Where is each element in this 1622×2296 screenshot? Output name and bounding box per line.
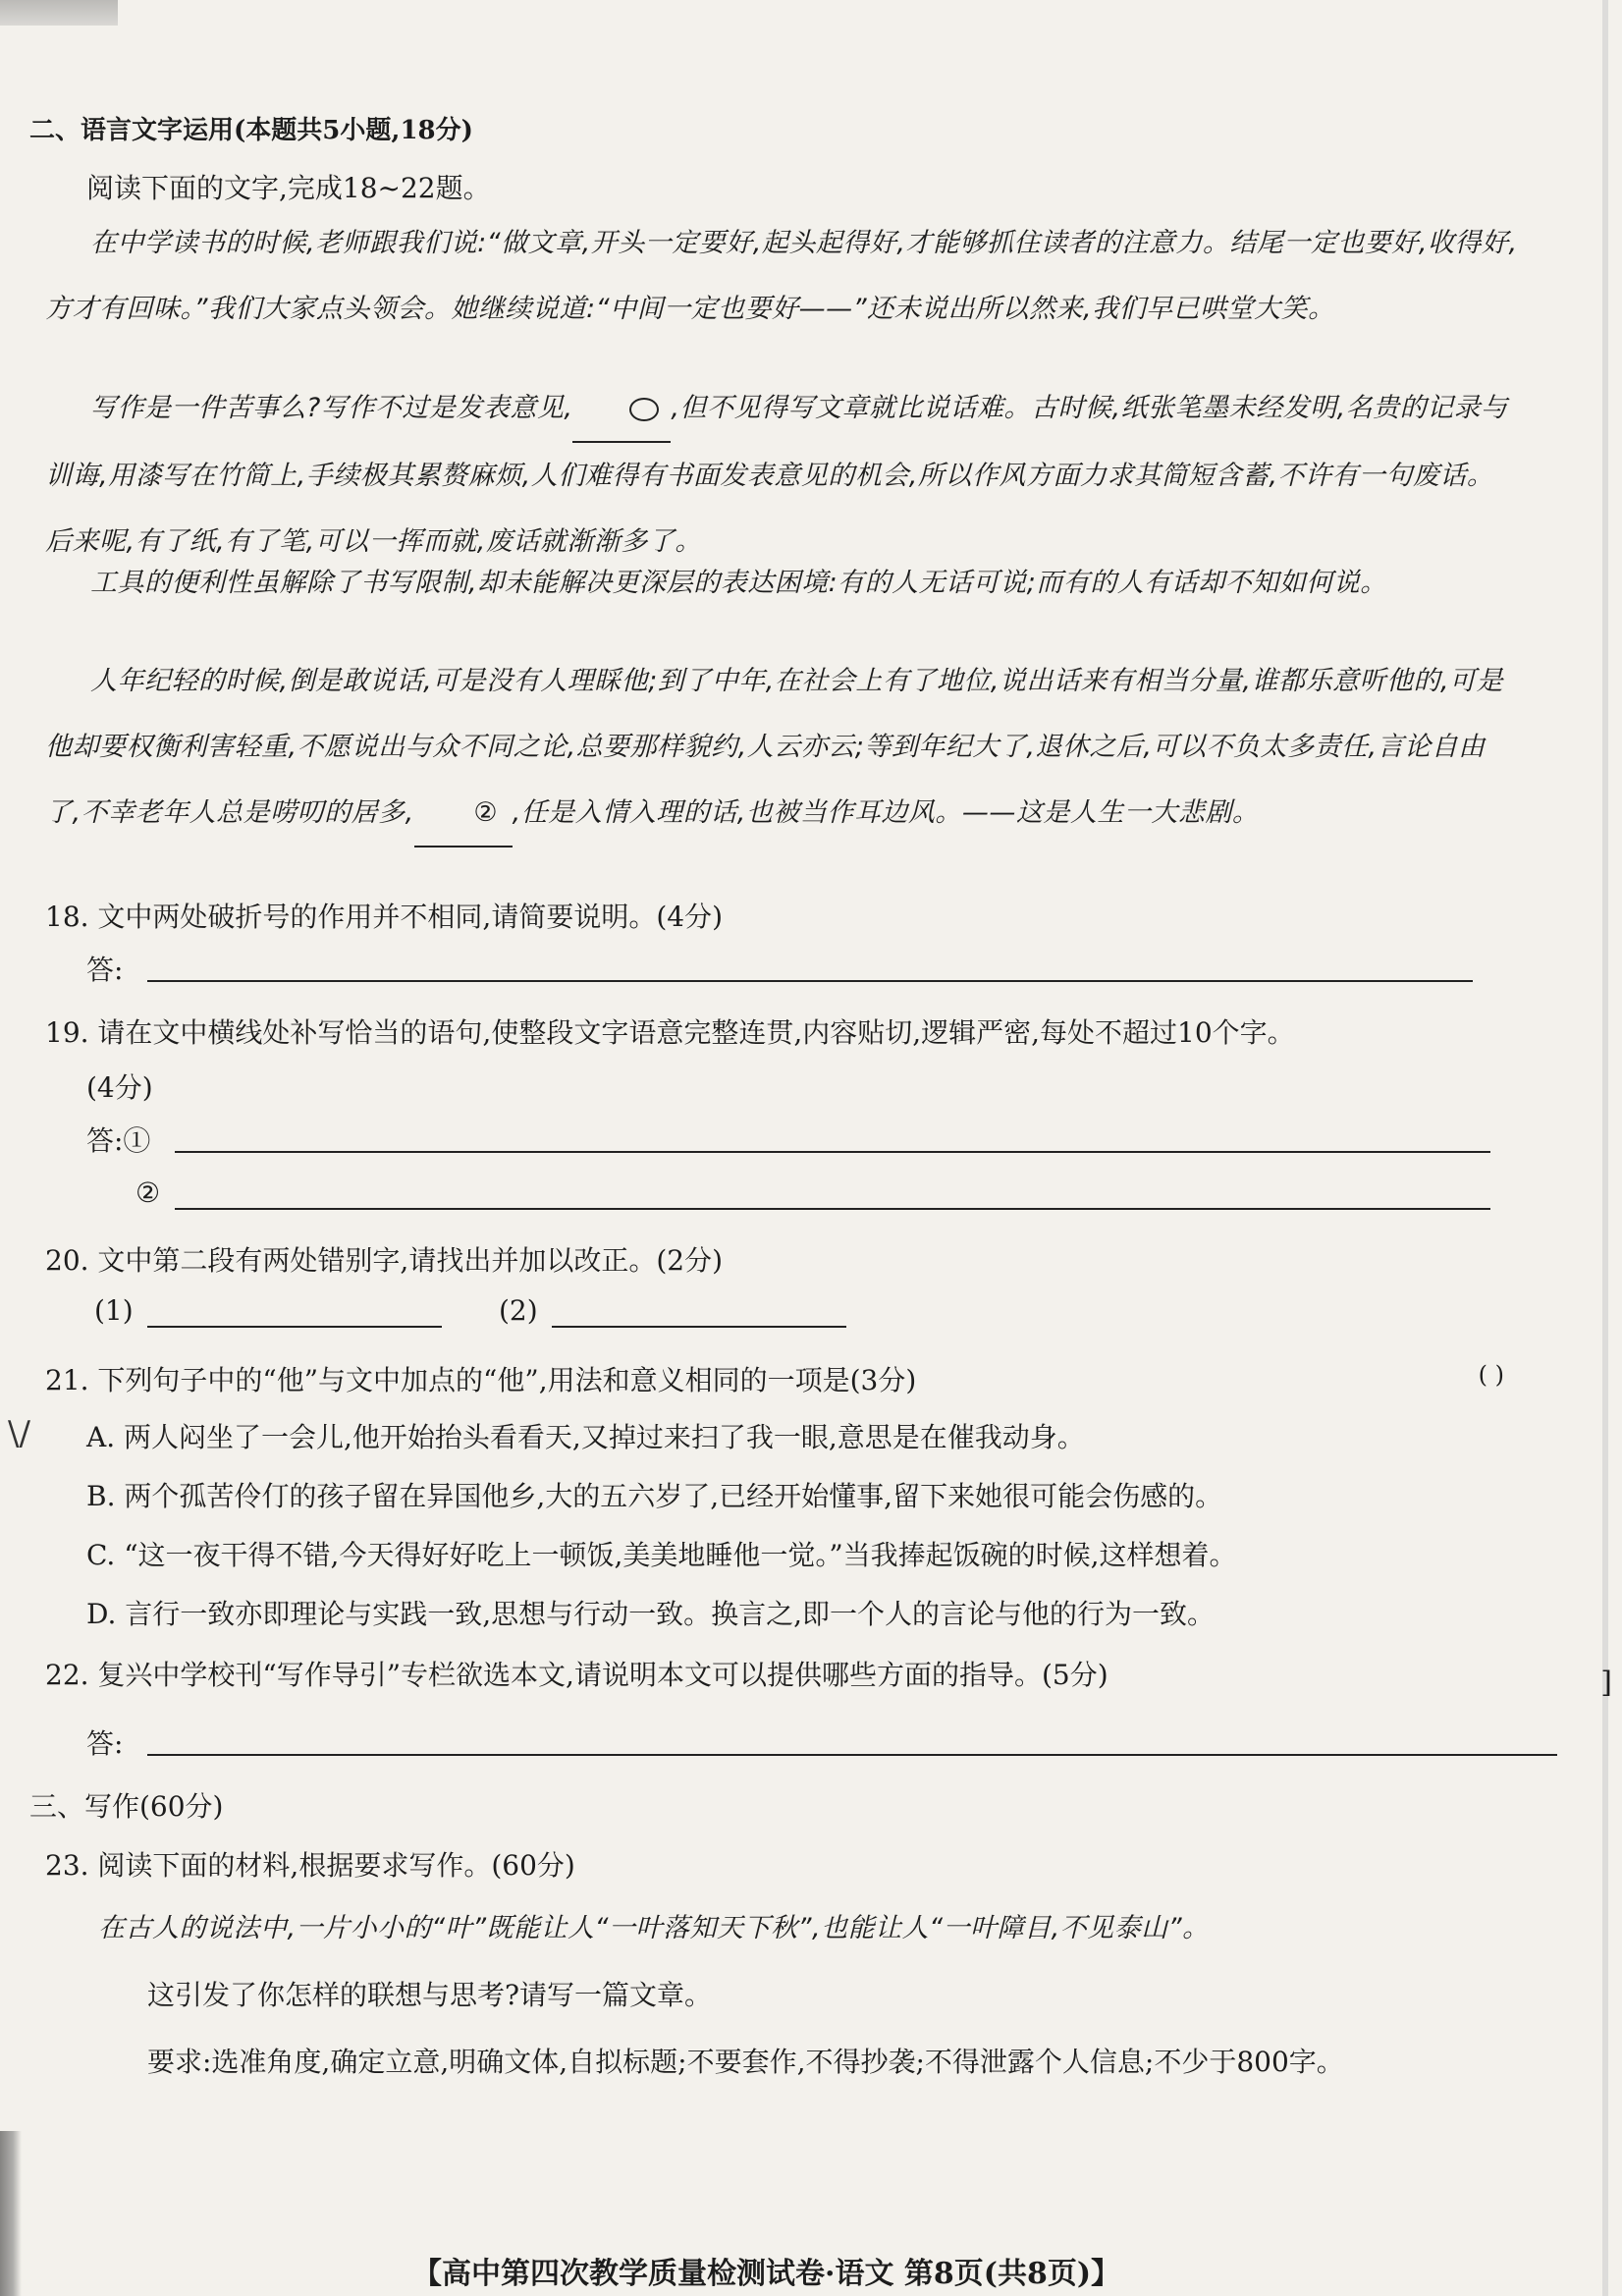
passage-paragraph-2 xyxy=(45,375,1518,574)
paragraph-4-end: ,任是入情入理的话,也被当作耳边风。——这是人生一大悲剧。 xyxy=(512,797,1260,828)
q20-label-2: (2) xyxy=(499,1294,538,1327)
q18-answer-label: 答: xyxy=(86,954,124,986)
margin-bracket-mark: ] xyxy=(1600,1666,1612,1700)
paragraph-2-rest: ,但不见得写文章就比说话难。古时候,纸张笔墨未经发明,名贵的记录与训诲,用漆写在竹简上,手续极其累赘麻烦,人们难得有书面发表意见的机会,所以作风方面力求其简短含蓄,不许有一句废话。后来呢,有了纸,有了笔,可以一挥而就,废话就渐渐多了。 xyxy=(45,393,1508,557)
paragraph-2-start: 写作是一件苦事么?写作不过是发表意见, xyxy=(90,393,573,423)
question-19-score: (4分) xyxy=(86,1071,153,1104)
writing-requirements: 要求:选准角度,确定立意,明确文体,自拟标题;不要套作,不得抄袭;不得泄露个人信息;不少于800字。 xyxy=(147,2046,1344,2078)
blank-2: ② xyxy=(414,780,513,847)
section-3-heading: 三、写作(60分) xyxy=(29,1790,224,1823)
q19-answer-label-1: 答:① xyxy=(86,1124,151,1157)
q19-answer-label-2: ② xyxy=(135,1176,161,1209)
q18-answer-line[interactable] xyxy=(147,951,1473,982)
question-22: 22. 复兴中学校刊“写作导引”专栏欲选本文,请说明本文可以提供哪些方面的指导。(5分) xyxy=(45,1659,1108,1691)
passage-paragraph-4 xyxy=(45,648,1518,847)
question-18: 18. 文中两处破折号的作用并不相同,请简要说明。(4分) xyxy=(45,901,723,933)
question-23: 23. 阅读下面的材料,根据要求写作。(60分) xyxy=(45,1849,575,1882)
q20-answer-line-1[interactable] xyxy=(147,1296,442,1328)
writing-prompt: 这引发了你怎样的联想与思考?请写一篇文章。 xyxy=(147,1979,713,2011)
q22-answer-label: 答: xyxy=(86,1727,124,1760)
q21-option-a[interactable]: A. 两人闷坐了一会儿,他开始抬头看看天,又掉过来扫了我一眼,意思是在催我动身。 xyxy=(86,1421,1085,1453)
q19-answer-line-1[interactable] xyxy=(175,1121,1490,1153)
scan-corner-mark xyxy=(0,0,118,26)
question-19: 19. 请在文中横线处补写恰当的语句,使整段文字语意完整连贯,内容贴切,逻辑严密,每处不超过10个字。 xyxy=(45,1016,1295,1049)
paragraph-4-start: 人年纪轻的时候,倒是敢说话,可是没有人理睬他;到了中年,在社会上有了地位,说出话来有相当分量,谁都乐意听他的,可是他却要权衡利害轻重,不愿说出与众不同之论,总要那样貌约,人云亦云;等到年纪大了,退休之后,可以不负太多责任,言论自由了,不幸老年人总是唠叨的居多, xyxy=(45,666,1504,828)
blank-1 xyxy=(572,375,671,443)
question-20: 20. 文中第二段有两处错别字,请找出并加以改正。(2分) xyxy=(45,1244,723,1277)
q21-answer-paren[interactable]: ( ) xyxy=(1478,1361,1504,1389)
writing-material: 在古人的说法中,一片小小的“叶”既能让人“一叶落知天下秋”,也能让人“一叶障目,不见泰山”。 xyxy=(98,1913,1210,1943)
reading-intro: 阅读下面的文字,完成18~22题。 xyxy=(86,172,491,204)
scan-edge-shadow xyxy=(0,2131,22,2296)
q20-answer-line-2[interactable] xyxy=(552,1296,846,1328)
q21-option-c[interactable]: C. “这一夜干得不错,今天得好好吃上一顿饭,美美地睡他一觉。”当我捧起饭碗的时候,这样想着。 xyxy=(86,1539,1237,1571)
section-2-heading: 二、语言文字运用(本题共5小题,18分) xyxy=(29,116,473,145)
question-21: 21. 下列句子中的“他”与文中加点的“他”,用法和意义相同的一项是(3分) xyxy=(45,1364,917,1396)
q20-label-1: (1) xyxy=(94,1294,134,1327)
passage-paragraph-1: 在中学读书的时候,老师跟我们说:“做文章,开头一定要好,起头起得好,才能够抓住读者的注意力。结尾一定也要好,收得好,方才有回味。”我们大家点头领会。她继续说道:“中间一定也要好——”还未说出所以然来,我们早已哄堂大笑。 xyxy=(45,228,1518,324)
circle-mark-icon xyxy=(629,398,659,421)
passage-paragraph-3: 工具的便利性虽解除了书写限制,却未能解决更深层的表达困境:有的人无话可说;而有的人有话却不知如何说。 xyxy=(90,568,1387,598)
page-footer: 【高中第四次教学质量检测试卷·语文 第8页(共8页)】 xyxy=(412,2257,1121,2291)
q21-option-d[interactable]: D. 言行一致亦即理论与实践一致,思想与行动一致。换言之,即一个人的言论与他的行为一致。 xyxy=(86,1598,1216,1630)
pen-check-mark-icon: \/ xyxy=(8,1414,30,1453)
q19-answer-line-2[interactable] xyxy=(175,1178,1490,1210)
q22-answer-line[interactable] xyxy=(147,1724,1557,1756)
scan-edge-line xyxy=(1602,0,1608,2296)
q21-option-b[interactable]: B. 两个孤苦伶仃的孩子留在异国他乡,大的五六岁了,已经开始懂事,留下来她很可能会伤感的。 xyxy=(86,1480,1223,1512)
